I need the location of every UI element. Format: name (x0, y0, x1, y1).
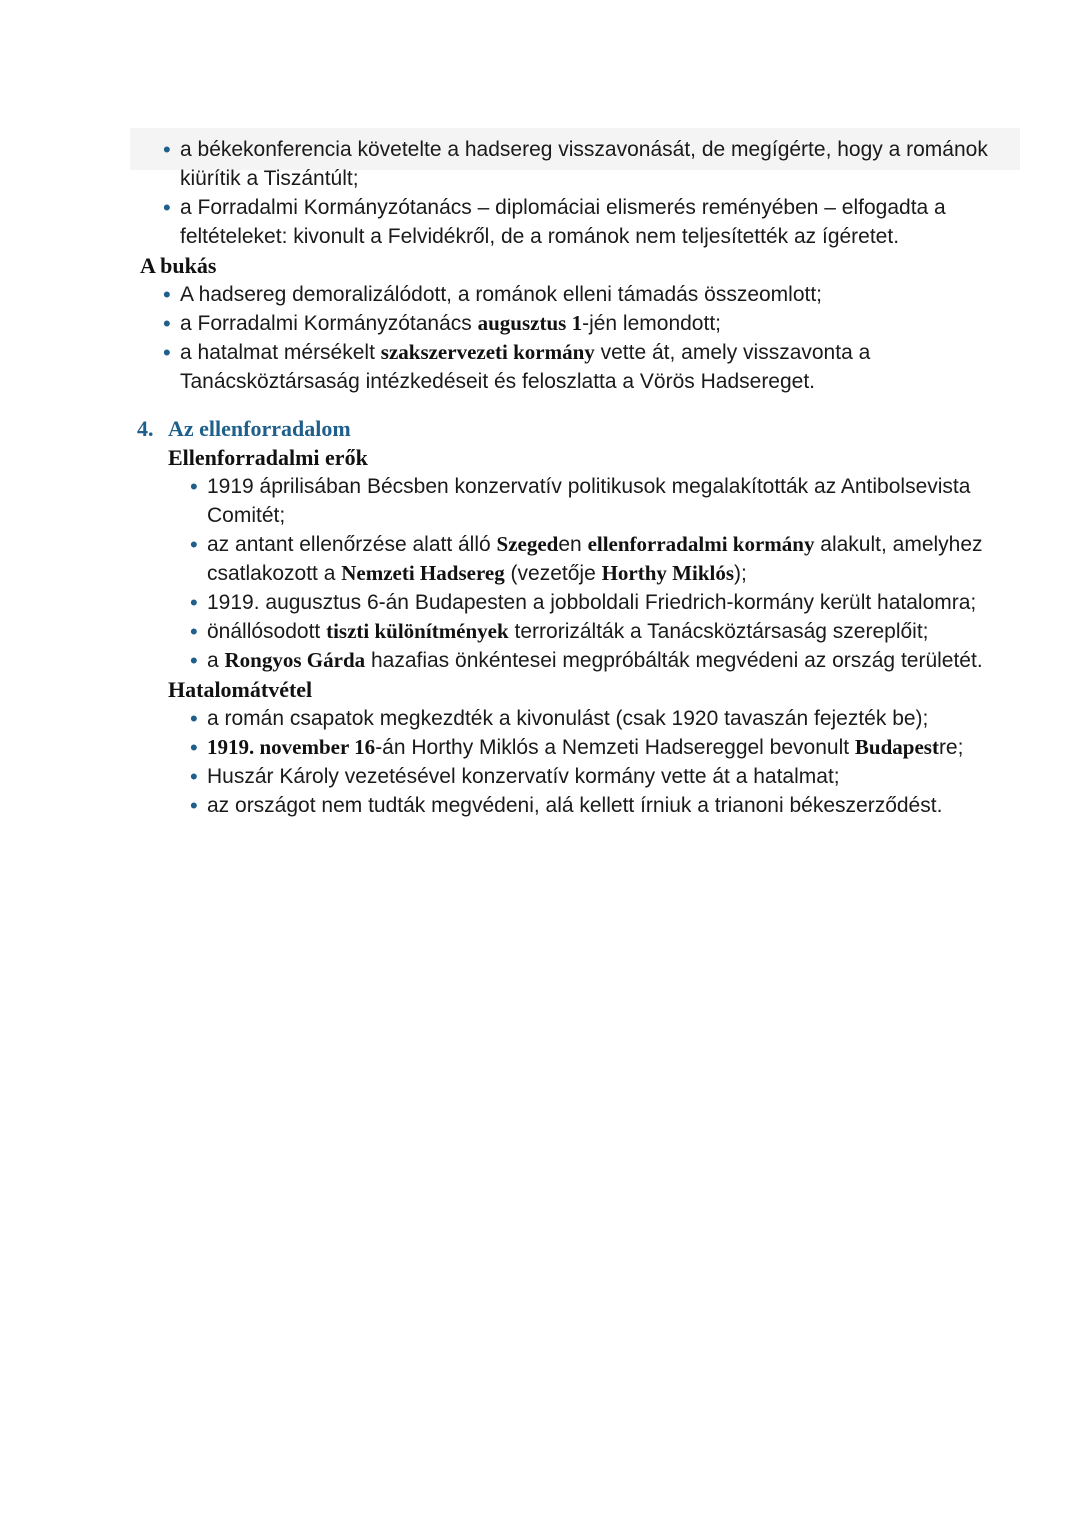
ellenforradalmi-list (207, 472, 1027, 675)
bold-text: 1919. november 16 (207, 735, 376, 759)
hatalomatvetel-list (207, 704, 1027, 820)
list-item (207, 588, 1027, 617)
list-item (180, 338, 1015, 396)
bold-text: Rongyos Gárda (224, 648, 366, 672)
bold-text: Szeged (496, 532, 559, 556)
text-run: alakult, amelyhez csatlakozott a (207, 533, 983, 585)
text-run: terrorizálták a Tanácsköztársaság szereplőit; (508, 620, 929, 643)
list-item (207, 472, 1027, 530)
section-number: 4. (137, 416, 154, 441)
list-item (207, 530, 1027, 588)
text-run: a román csapatok megkezdték a kivonulást (csak 1920 tavaszán fejezték be); (207, 707, 929, 730)
text-run: a Forradalmi Kormányzótanács – diplomáciai elismerés reményében – elfogadta a feltételeket: kivonult a Felvidékről, de a románok nem teljesítették az ígéretet. (180, 196, 946, 248)
subheading-ellenforradalmi-erok: Ellenforradalmi erők (168, 445, 368, 470)
list-item (180, 135, 1015, 193)
text-run: önállósodott (207, 620, 327, 643)
bold-text: szakszervezeti kormány (380, 340, 595, 364)
text-run: hazafias önkéntesei megpróbálták megvédeni az ország területét. (365, 649, 983, 672)
bukas-list (180, 280, 1015, 396)
intro-list (180, 135, 1015, 251)
list-item (207, 762, 1027, 791)
text-run: a Forradalmi Kormányzótanács (180, 312, 478, 335)
subheading-hatalomatvetel: Hatalomátvétel (168, 677, 313, 702)
list-item (207, 617, 1027, 646)
list-item (207, 733, 1027, 762)
text-run: a hatalmat mérsékelt (180, 341, 381, 364)
list-item (180, 193, 1015, 251)
text-run: 1919. augusztus 6-án Budapesten a jobboldali Friedrich-kormány került hatalomra; (207, 591, 977, 614)
text-run: A hadsereg demoralizálódott, a románok elleni támadás összeomlott; (180, 283, 823, 306)
text-run: az antant ellenőrzése alatt álló (207, 533, 497, 556)
text-run: -jén lemondott; (582, 312, 721, 335)
text-run: Huszár Károly vezetésével konzervatív kormány vette át a hatalmat; (207, 765, 840, 788)
section-title (137, 414, 1080, 443)
document-content (0, 135, 1080, 820)
list-item (180, 309, 1015, 338)
list-item (207, 646, 1027, 675)
text-run: -án Horthy Miklós a Nemzeti Hadsereggel bevonult (375, 736, 855, 759)
text-run: en (558, 533, 588, 556)
text-run: a (207, 649, 225, 672)
list-item (207, 791, 1027, 820)
bold-text: tiszti különítmények (326, 619, 509, 643)
bold-text: augusztus 1 (477, 311, 583, 335)
bold-text: Budapest (854, 735, 939, 759)
text-run: (vezetője (504, 562, 602, 585)
list-item (207, 704, 1027, 733)
section-title-text: Az ellenforradalom (168, 416, 351, 441)
list-item (180, 280, 1015, 309)
text-run: 1919 áprilisában Bécsben konzervatív politikusok megalakították az Antibolsevista Comitét; (207, 475, 971, 527)
bold-text: Horthy Miklós (601, 561, 735, 585)
text-run: vette át, amely visszavonta a Tanácsköztársaság intézkedéseit és feloszlatta a Vörös Hadsereget. (180, 341, 871, 393)
text-run: a békekonferencia követelte a hadsereg visszavonását, de megígérte, hogy a románok kiürítik a Tiszántúlt; (180, 138, 988, 190)
text-run: ); (734, 562, 747, 585)
subheading-bukas: A bukás (140, 253, 217, 278)
text-run: re; (938, 736, 964, 759)
text-run: az országot nem tudták megvédeni, alá kellett írniuk a trianoni békeszerződést. (207, 794, 943, 817)
bold-text: ellenforradalmi kormány (587, 532, 815, 556)
bold-text: Nemzeti Hadsereg (341, 561, 505, 585)
